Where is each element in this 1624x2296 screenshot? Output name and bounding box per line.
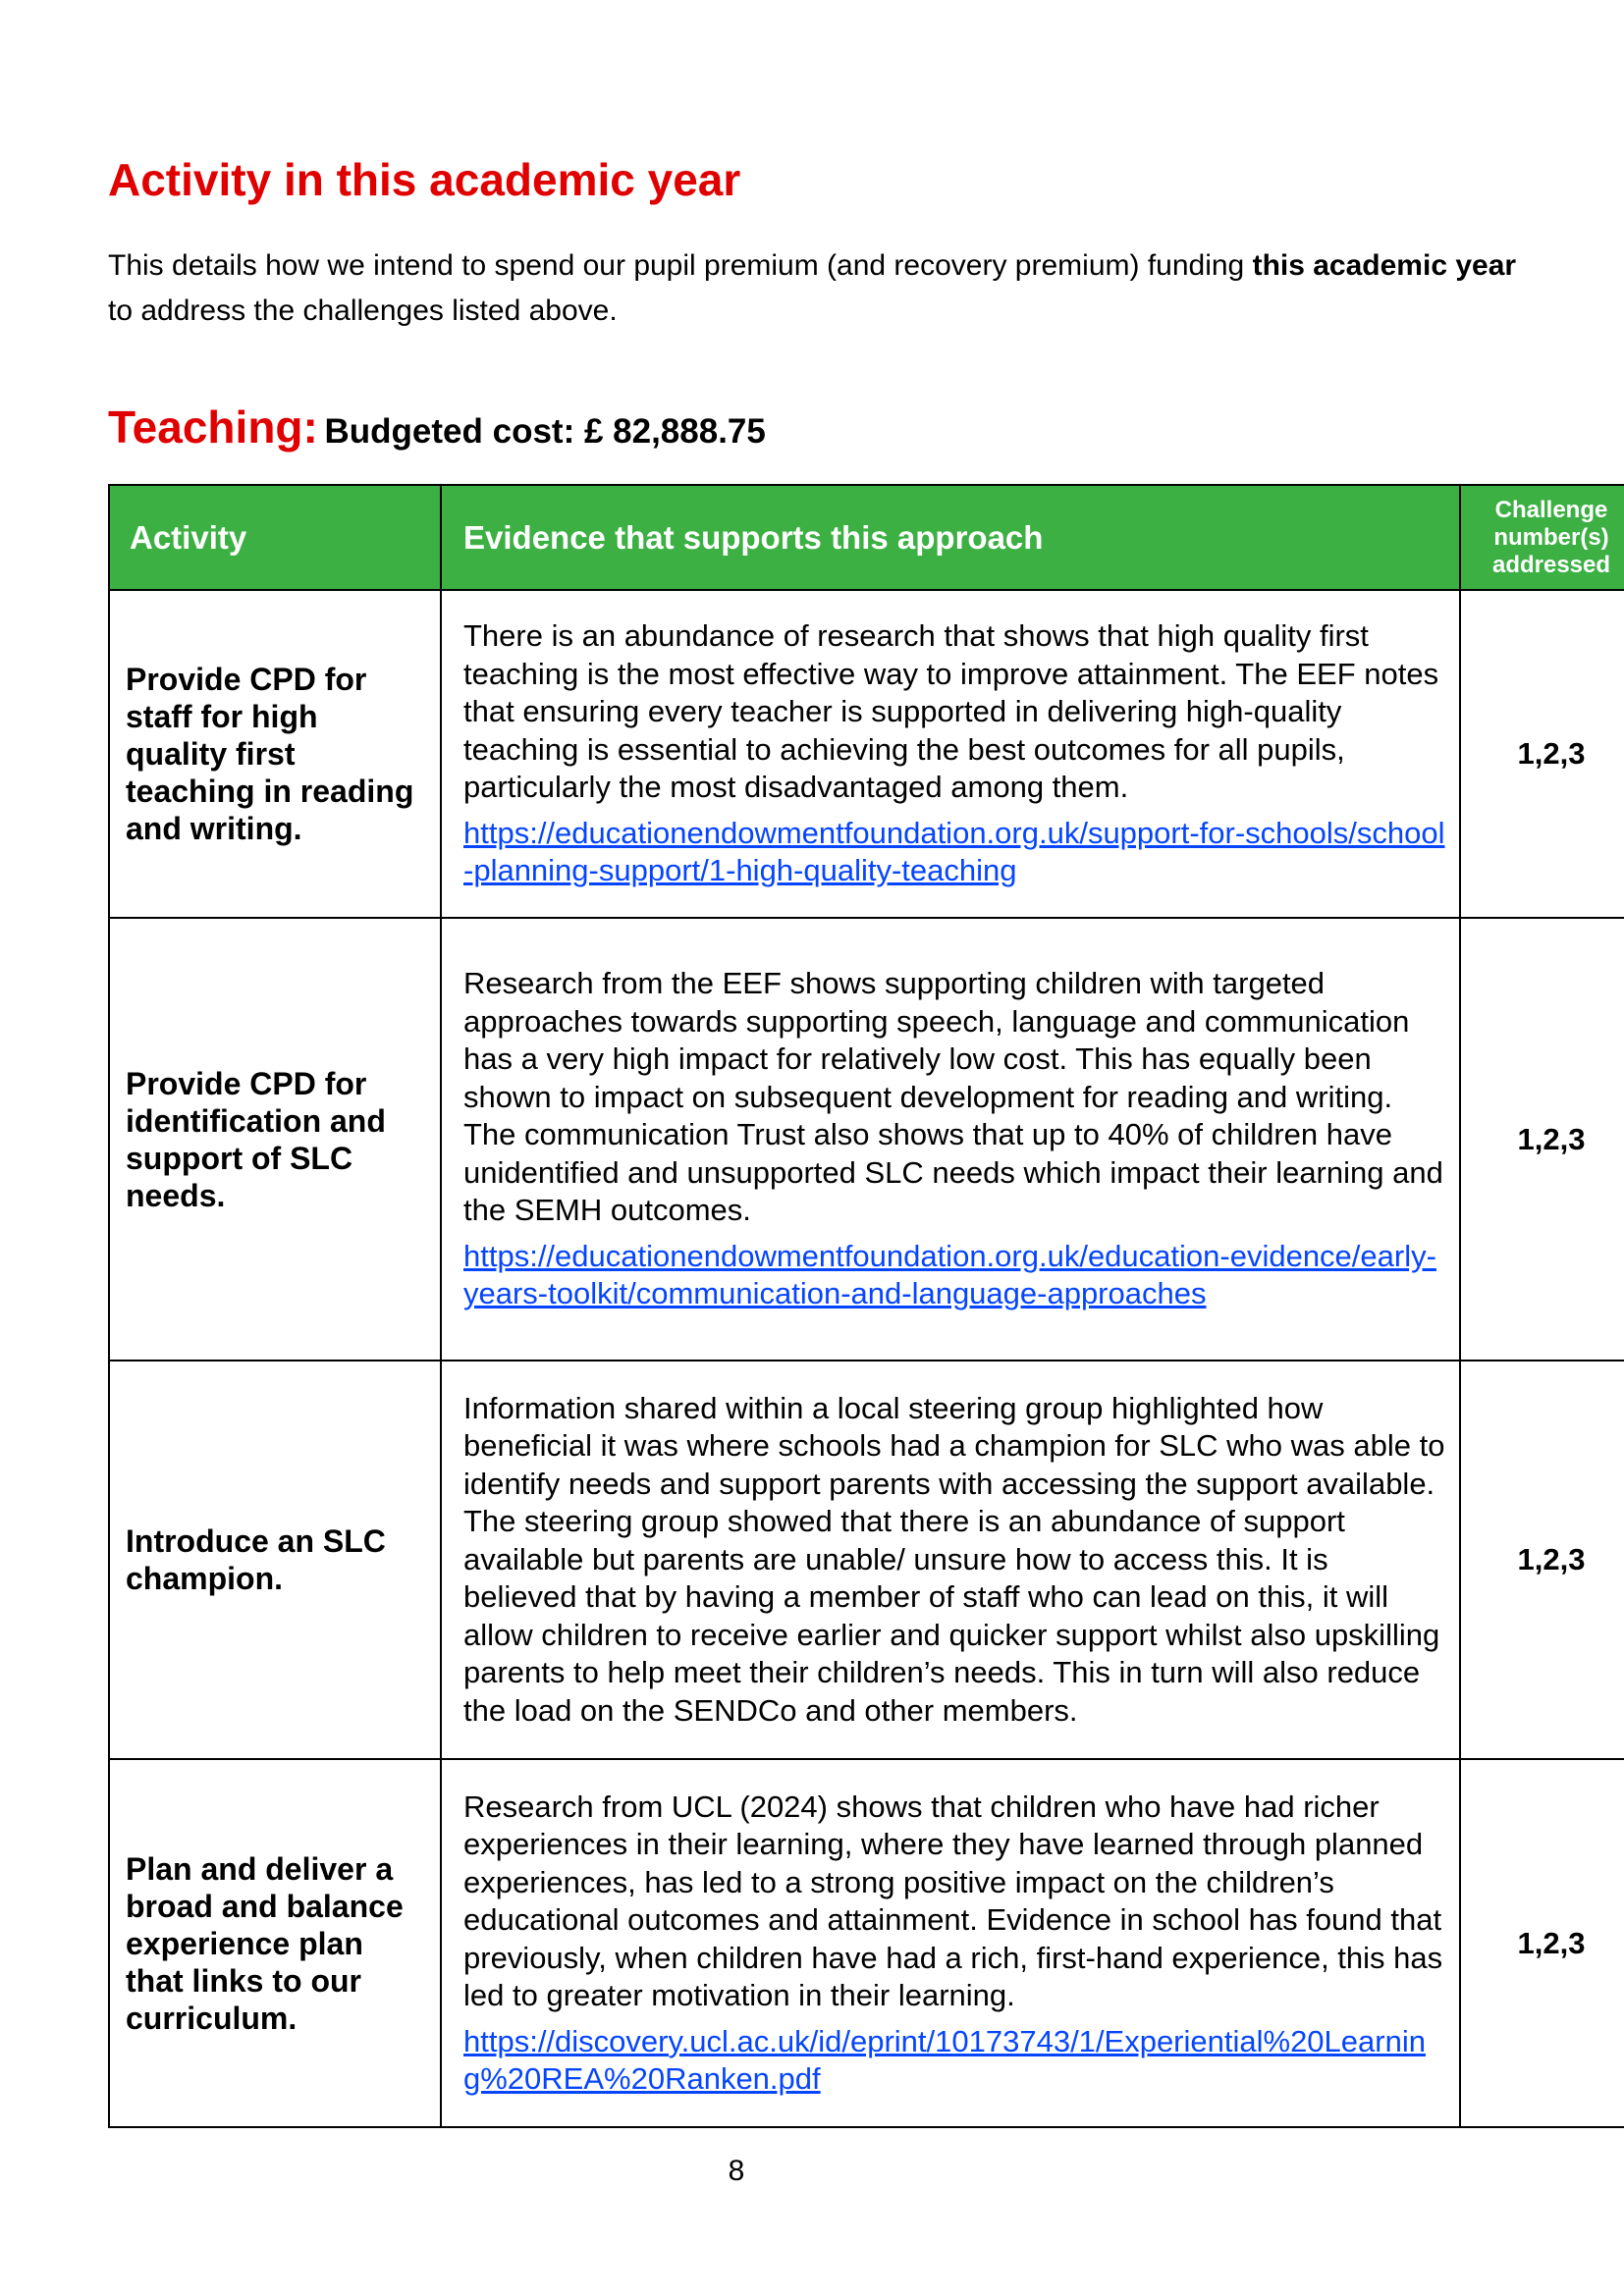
evidence-cell [441, 918, 1460, 1361]
intro-paragraph [108, 243, 1522, 334]
intro-emphasis: this academic year [1252, 249, 1517, 282]
challenge-cell: 1,2,3 [1460, 918, 1624, 1361]
header-evidence: Evidence that supports this approach [441, 485, 1460, 590]
header-challenge: Challenge number(s) addressed [1460, 485, 1624, 590]
evidence-text: Research from the EEF shows supporting children with targeted approaches towards supporting speech, language and communication has a very high impact for relatively low cost. This has equally been shown to impact on subsequent development for reading and writing. The communication Trust also shows that up to 40% of children have unidentified and unsupported SLC needs which impact their learning and the SEMH outcomes. [463, 966, 1443, 1228]
evidence-cell [441, 1759, 1460, 2127]
evidence-text: Information shared within a local steering group highlighted how beneficial it was where schools had a champion for SLC who was able to identify needs and support parents with accessing the support available. The steering group showed that there is an abundance of support available but parents are unable/ unsure how to access this. It is believed that by having a member of staff who can lead on this, it will allow children to receive earlier and quicker support whilst also upskilling parents to help meet their children’s needs. This in turn will also reduce the load on the SENDCo and other members. [463, 1390, 1445, 1728]
activity-cell: Provide CPD for identification and support of SLC needs. [109, 918, 441, 1361]
challenge-cell: 1,2,3 [1460, 1361, 1624, 1759]
page-number: 8 [728, 2155, 745, 2187]
section-heading [108, 402, 766, 453]
table-row [109, 1361, 1624, 1759]
activity-cell: Plan and deliver a broad and balance experience plan that links to our curriculum. [109, 1759, 441, 2127]
challenge-cell: 1,2,3 [1460, 1759, 1624, 2127]
table-row [109, 1759, 1624, 2127]
evidence-cell [441, 590, 1460, 918]
activity-cell: Provide CPD for staff for high quality first teaching in reading and writing. [109, 590, 441, 918]
table-row [109, 918, 1624, 1361]
activity-cell: Introduce an SLC champion. [109, 1361, 441, 1759]
evidence-link[interactable]: https://discovery.ucl.ac.uk/id/eprint/10173743/1/Experiential%20Learning%20REA%20Ranken.pdf [463, 2023, 1426, 2096]
evidence-text: Research from UCL (2024) shows that children who have had richer experiences in their learning, where they have learned through planned experiences, has led to a strong positive impact on the children’s educational outcomes and attainment. Evidence in school has found that previously, when children have had a rich, first-hand experience, this has led to greater motivation in their learning. [463, 1789, 1443, 2012]
challenge-cell: 1,2,3 [1460, 590, 1624, 918]
table-header-row [109, 485, 1624, 590]
evidence-text: There is an abundance of research that shows that high quality first teaching is the most effective way to improve attainment. The EEF notes that ensuring every teacher is supported in delivering high-quality teaching is essential to achieving the best outcomes for all pupils, particularly the most disadvantaged among them. [463, 618, 1439, 805]
table-row [109, 590, 1624, 918]
page-heading: Activity in this academic year [108, 154, 741, 205]
evidence-cell [441, 1361, 1460, 1759]
evidence-link[interactable]: https://educationendowmentfoundation.org.uk/education-evidence/early-years-toolkit/communication-and-language-approaches [463, 1238, 1436, 1311]
intro-text-start: This details how we intend to spend our pupil premium (and recovery premium) funding [108, 249, 1253, 282]
activity-table [108, 484, 1624, 2128]
intro-text-end: to address the challenges listed above. [108, 294, 618, 327]
header-activity: Activity [109, 485, 441, 590]
evidence-link[interactable]: https://educationendowmentfoundation.org.uk/support-for-schools/school-planning-support/1-high-quality-teaching [463, 815, 1445, 888]
budgeted-cost: Budgeted cost: £ 82,888.75 [324, 412, 766, 451]
section-label: Teaching: [108, 401, 318, 453]
